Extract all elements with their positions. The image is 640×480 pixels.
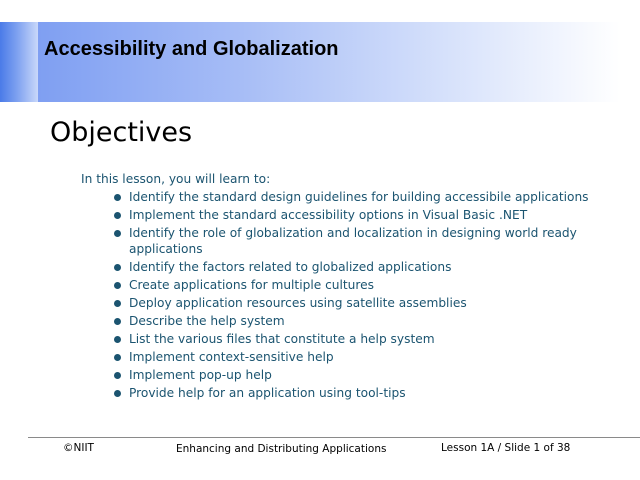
objective-item (112, 332, 602, 348)
bullet-icon (114, 230, 121, 237)
objective-text: Create applications for multiple cultures (129, 277, 374, 292)
footer-copyright: ©NIIT (63, 442, 94, 454)
bullet-icon (114, 354, 121, 361)
bullet-icon (114, 318, 121, 325)
objective-text: Implement context-sensitive help (129, 349, 334, 364)
objective-item (112, 260, 602, 276)
bullet-icon (114, 282, 121, 289)
bullet-icon (114, 212, 121, 219)
objective-item (112, 386, 602, 402)
header-band (38, 22, 620, 102)
bullet-icon (114, 390, 121, 397)
objective-item (112, 314, 602, 330)
bullet-icon (114, 194, 121, 201)
bullet-icon (114, 264, 121, 271)
objective-text: Implement pop-up help (129, 367, 272, 382)
intro-text: In this lesson, you will learn to: (81, 172, 271, 186)
objective-item (112, 296, 602, 312)
header-accent-bar (0, 22, 38, 102)
course-title: Accessibility and Globalization (44, 38, 339, 60)
slide-title: Objectives (50, 117, 193, 148)
objectives-list (112, 190, 602, 404)
objective-text: Identify the factors related to globalized applications (129, 259, 452, 274)
objective-item (112, 226, 602, 257)
objective-item (112, 208, 602, 224)
objective-text: Implement the standard accessibility options in Visual Basic .NET (129, 208, 528, 222)
footer-slide-number: Lesson 1A / Slide 1 of 38 (441, 442, 571, 454)
objective-item (112, 368, 602, 384)
objective-text: Describe the help system (129, 313, 285, 328)
footer-course-name: Enhancing and Distributing Applications (176, 443, 387, 455)
bullet-icon (114, 336, 121, 343)
objective-item (112, 190, 602, 206)
bullet-icon (114, 300, 121, 307)
footer-divider (28, 437, 640, 438)
objective-text: Provide help for an application using tool-tips (129, 385, 406, 400)
bullet-icon (114, 372, 121, 379)
objective-text: Deploy application resources using satellite assemblies (129, 295, 467, 310)
objective-item (112, 350, 602, 366)
objective-text: Identify the standard design guidelines for building accessibile applications (129, 190, 589, 204)
objective-item (112, 278, 602, 294)
objective-text: List the various files that constitute a help system (129, 331, 435, 346)
objective-text: Identify the role of globalization and localization in designing world ready applications (129, 226, 577, 256)
